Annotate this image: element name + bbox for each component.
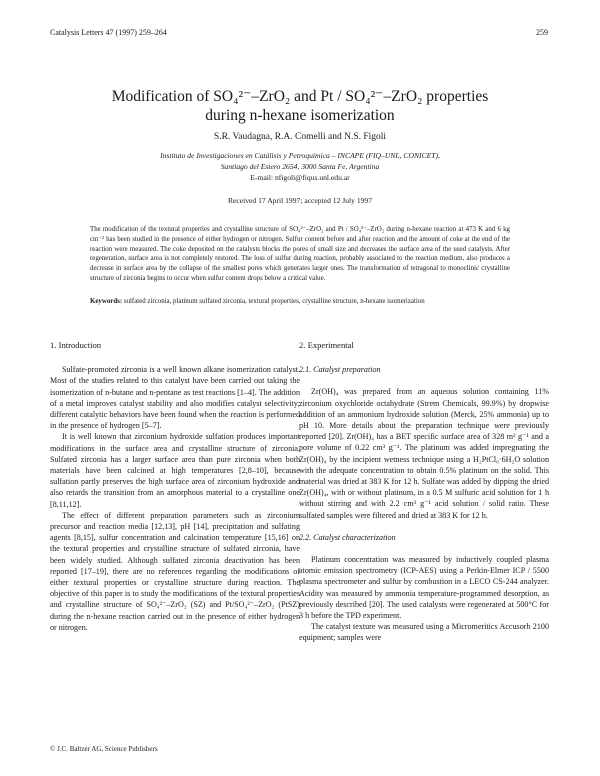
intro-paragraph-1: Sulfate-promoted zirconia is a well known alkane isomerization catalyst. Most of the studies related to this catalyst have been carried out taking the isomerization of n-butane and n-pentane as test reactions [1–4]. The addition of a metal improves catalyst stability and also modifies catalyst selectivity; different catalytic behaviors have been found when the reaction is performed in the presence of hydrogen [5–7]. — [50, 365, 300, 431]
title-line-2: during n-hexane isomerization — [205, 107, 395, 124]
abstract: The modification of the textural properties and crystalline structure of SO₄²⁻–ZrO₂ and Pt / SO₄²⁻–ZrO₂ during n-hexane reaction at 473 K and 6 kg cm⁻² has been studied in the presence of either hydrogen or nitrogen. Sulfur content before and after reaction and the amount of coke at the end of the reaction were measured. The coke deposited on the catalysts blocks the pores of small size and decreases the surface area of the used catalysts. After regeneration, surface area is not completely restored. The loss of sulfur during reaction, probably associated to the reaction medium, also produces a decrease in surface area by the collapse of the smallest pores which generates larger ones. The transformation of tetragonal to monoclinic crystalline structure of zirconia begins to occur when sulfur content drops below a critical value. — [90, 226, 510, 282]
intro-paragraph-3: The effect of different preparation parameters such as zirconium precursor and reaction media [12,13], pH [14], precipitation and sulfating agents [8,15], sulfur concentration and calcination temperature [15,16] on the textural properties and crystalline structure of sulfated zirconia, have been widely studied. Although sulfated zirconia deactivation has been reported [17–19], there are no references regarding the modifications of either textural properties or crystalline structure during reaction. The objective of this paper is to study the modifications of the textural properties and crystalline structure of SO₄²⁻–ZrO₂ (SZ) and Pt/SO₄²⁻–ZrO₂ (PtSZ) during the n-hexane reaction carried out in the presence of either hydrogen or nitrogen. — [50, 510, 300, 632]
section-heading-experimental: 2. Experimental — [299, 340, 354, 350]
intro-paragraph-2: It is well known that zirconium hydroxide sulfation produces important modifications in the surface area and crystalline structure of zirconia. Sulfated zirconia has a larger surface area than pure zirconia when both materials have been calcined at high temperatures [2,8–10], because sulfation partly preserves the high surface area of zirconium hydroxide and also retards the transition from an amorphous material to a crystalline one [8,11,12]. — [50, 432, 300, 509]
subsection-heading-catalyst-preparation: 2.1. Catalyst preparation — [299, 365, 381, 375]
received-dates: Received 17 April 1997; accepted 12 July 1997 — [227, 196, 373, 205]
characterization-paragraph-2: The catalyst texture was measured using a Micromeritics Accusorb 2100 equipment; samples were — [299, 622, 549, 643]
keywords-label: Keywords: — [90, 298, 123, 305]
title-line-1: Modification of SO₄²⁻–ZrO₂ and Pt / SO₄²⁻–ZrO₂ properties — [111, 88, 489, 105]
page-number: 259 — [536, 28, 548, 37]
right-column — [299, 340, 549, 644]
affiliation-line-2: Santiago del Estero 2654, 3000 Santa Fe, Argentina — [220, 161, 380, 171]
affiliation-line-1: Instituto de Investigaciones en Catálisis y Petroquímica – INCAPE (FIQ–UNL, CONICET), — [160, 151, 440, 160]
keywords-text: sulfated zirconia, platinum sulfated zirconia, textural properties, crystalline structure, n-hexane isomerization — [123, 298, 425, 305]
affiliation — [40, 151, 560, 172]
keywords — [90, 298, 510, 305]
author-email: E-mail: nfigoli@fiqus.unl.edu.ar — [250, 173, 350, 182]
publisher-footer: © J.C. Baltzer AG, Science Publishers — [50, 745, 158, 753]
paper-title — [40, 87, 560, 125]
characterization-paragraph-1: Platinum concentration was measured by inductively coupled plasma atomic emission spectrometry (ICP-AES) using a Perkin-Elmer ICP / 5500 plasma spectrometer and sulfur by combustion in a LECO CS-244 analyzer. Acidity was measured by ammonia temperature-programmed desorption, as previously described [20]. The used catalysts were regenerated at 500°C for 3 h before the TPD experiment. — [299, 555, 549, 621]
subsection-heading-catalyst-characterization: 2.2. Catalyst characterization — [299, 532, 396, 542]
preparation-paragraph: Zr(OH)₄ was prepared from an aqueous solution containing 11% zirconium oxychloride octahydrate (Strem Chemicals, 99.9%) by dropwise addition of an ammonium hydroxide solution (Merck, 25% ammonia) up to pH 10. More details about the preparation technique were previously reported [20]. Zr(OH)₄ has a BET specific surface area of 328 m² g⁻¹ and a pore volume of 0.22 cm³ g⁻¹. The platinum was added impregnating the Zr(OH)₄ by the incipient wetness technique using a H₂PtCl₆·6H₂O solution with the adequate concentration to obtain 0.5% platinum on the solid. This material was dried at 383 K for 12 h. Sulfate was added by dipping the dried Zr(OH)₄, with or without platinum, in a 0.5 M sulfuric acid solution for 1 h without stirring and with 2.2 cm³ g⁻¹ acid solution / solid ratio. These sulfated samples were filtered and dried at 383 K for 12 h. — [299, 387, 549, 520]
authors: S.R. Vaudagna, R.A. Comelli and N.S. Figoli — [213, 132, 387, 142]
journal-citation: Catalysis Letters 47 (1997) 259–264 — [50, 28, 167, 37]
left-column — [50, 340, 300, 633]
section-heading-introduction: 1. Introduction — [50, 340, 102, 350]
